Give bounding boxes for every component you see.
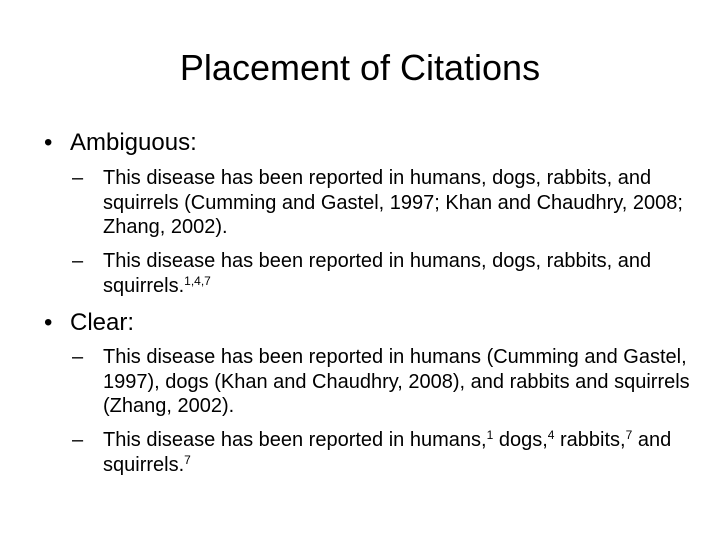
bullet-heading: Ambiguous: xyxy=(70,129,197,156)
sub-item-text: This disease has been reported in humans, dogs, rabbits, and squirrels. xyxy=(103,250,652,297)
dash-marker: – xyxy=(72,250,84,272)
sub-item-text-part: rabbits, xyxy=(554,429,626,451)
sub-item-text-part: dogs, xyxy=(493,429,548,451)
citation-superscript: 1 xyxy=(486,428,494,442)
bullet-ambiguous xyxy=(44,128,197,158)
dash-marker: – xyxy=(72,346,84,368)
citation-superscript: 7 xyxy=(625,428,633,442)
sub-item-text-part: and squirrels. xyxy=(103,429,672,476)
citation-superscript: 4 xyxy=(547,428,555,442)
sub-item-text: This disease has been reported in humans (Cumming and Gastel, 1997), dogs (Khan and Chaudhry, 2008), and rabbits and squirrels (Zhang, 2002). xyxy=(103,346,690,417)
dash-marker: – xyxy=(72,429,84,451)
citation-superscript: 7 xyxy=(184,452,191,467)
sub-item-text-wrapper xyxy=(72,249,692,298)
bullet-dot: • xyxy=(44,309,53,336)
bullet-dot: • xyxy=(44,129,53,156)
sub-item-text: This disease has been reported in humans, dogs, rabbits, and squirrels (Cumming and Gastel, 1997; Khan and Chaudhry, 2008; Zhang, 2002). xyxy=(103,167,683,238)
citation-superscript: 1,4,7 xyxy=(184,273,211,288)
sub-item-text-part: This disease has been reported in humans, xyxy=(103,429,487,451)
slide-title: Placement of Citations xyxy=(179,47,541,88)
sub-item-text-wrapper xyxy=(72,428,692,477)
sub-item-clear-numbered xyxy=(72,428,692,477)
sub-item-clear-author-year xyxy=(72,345,692,419)
sub-item-ambiguous-author-year xyxy=(72,166,692,240)
bullet-clear xyxy=(44,308,134,338)
sub-item-ambiguous-numbered xyxy=(72,249,692,298)
dash-marker: – xyxy=(72,167,84,189)
bullet-heading: Clear: xyxy=(70,309,135,336)
